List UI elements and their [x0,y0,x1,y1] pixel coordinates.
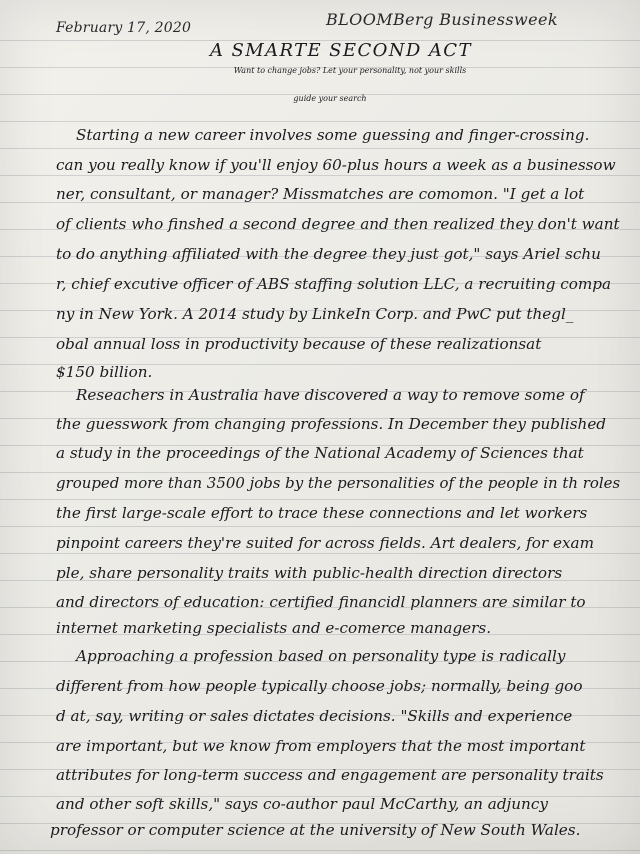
body-line: grouped more than 3500 jobs by the personalities of the people in th roles [56,474,621,492]
body-line: ner, consultant, or manager? Missmatches are comomon. "I get a lot [56,185,585,203]
body-line: d at, say, writing or sales dictates decisions. "Skills and experience [56,707,573,725]
body-line: r, chief excutive officer of ABS staffing solution LLC, a recruiting compa [56,275,612,293]
body-line: ple, share personality traits with public-health direction directors [56,564,563,582]
body-line: a study in the proceedings of the National Academy of Sciences that [56,444,584,462]
body-line: Approaching a profession based on personality type is radically [76,647,566,665]
publication-name: BLOOMBerg Businessweek [326,10,558,29]
body-line: to do anything affiliated with the degree they just got," says Ariel schu [56,245,601,263]
article-subtitle-line: Want to change jobs? Let your personality, not your skills [233,66,467,75]
article-subtitle-line: guide your search [293,94,367,103]
body-line: ny in New York. A 2014 study by LinkeIn Corp. and PwC put thegl_ [56,305,574,323]
body-line: obal annual loss in productivity because of these realizationsat [56,335,542,353]
date-heading: February 17, 2020 [56,20,192,36]
body-line: Reseachers in Australia have discovered a way to remove some of [76,386,585,404]
article-headline: A SMARTE SECOND ACT [210,40,472,61]
body-line: different from how people typically choose jobs; normally, being goo [56,677,583,695]
body-line: professor or computer science at the university of New South Wales. [50,821,581,839]
body-line: the guesswork from changing professions. In December they published [56,415,607,433]
body-line: of clients who finshed a second degree and then realized they don't want [56,215,620,233]
body-line: can you really know if you'll enjoy 60-plus hours a week as a businessow [56,156,616,174]
body-line: and other soft skills," says co-author paul McCarthy, an adjuncy [56,795,548,813]
body-line: $150 billion. [56,363,153,381]
body-line: are important, but we know from employers that the most important [56,737,586,755]
body-line: attributes for long-term success and engagement are personality traits [56,766,604,784]
body-line: internet marketing specialists and e-comerce managers. [56,619,492,637]
body-line: and directors of education: certified financidl planners are similar to [56,593,586,611]
body-line: Starting a new career involves some guessing and finger-crossing. [76,126,590,144]
body-line: pinpoint careers they're suited for across fields. Art dealers, for exam [56,534,594,552]
body-line: the first large-scale effort to trace these connections and let workers [56,504,588,522]
